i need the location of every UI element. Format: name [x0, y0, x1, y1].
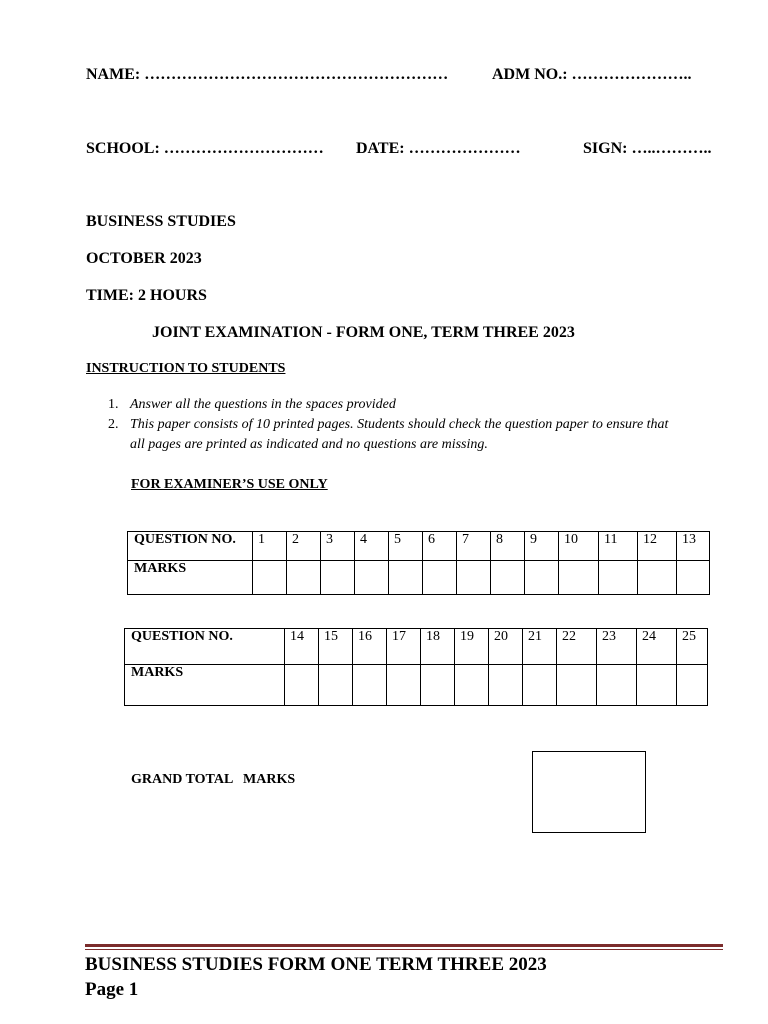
marks-row	[128, 561, 710, 595]
mark-cell[interactable]	[253, 561, 287, 595]
question-number-cell: 25	[677, 629, 708, 665]
mark-cell[interactable]	[597, 665, 637, 706]
question-number-cell: 7	[457, 532, 491, 561]
question-number-cell: 24	[637, 629, 677, 665]
question-number-cell: 9	[525, 532, 559, 561]
mark-cell[interactable]	[355, 561, 389, 595]
instructions-heading: INSTRUCTION TO STUDENTS	[86, 361, 286, 376]
exam-month: OCTOBER 2023	[86, 250, 202, 267]
question-number-cell: 1	[253, 532, 287, 561]
question-number-row	[128, 532, 710, 561]
mark-cell[interactable]	[677, 665, 708, 706]
question-number-cell: 16	[353, 629, 387, 665]
question-number-cell: 5	[389, 532, 423, 561]
question-number-cell: 23	[597, 629, 637, 665]
examiner-use-heading: FOR EXAMINER’S USE ONLY	[131, 477, 328, 492]
marks-table-2	[124, 628, 708, 706]
mark-cell[interactable]	[557, 665, 597, 706]
question-number-cell: 8	[491, 532, 525, 561]
mark-cell[interactable]	[677, 561, 710, 595]
date-field-label: DATE: …………………	[356, 140, 521, 157]
question-number-cell: 10	[559, 532, 599, 561]
question-number-cell: 20	[489, 629, 523, 665]
marks-label: MARKS	[125, 665, 285, 706]
subject-title: BUSINESS STUDIES	[86, 213, 236, 230]
question-number-cell: 18	[421, 629, 455, 665]
mark-cell[interactable]	[599, 561, 638, 595]
mark-cell[interactable]	[421, 665, 455, 706]
question-number-cell: 6	[423, 532, 457, 561]
question-number-cell: 17	[387, 629, 421, 665]
adm-no-field-label: ADM NO.: …………………..	[492, 66, 692, 83]
grand-total-box[interactable]	[532, 751, 646, 833]
footer-divider	[85, 944, 723, 947]
question-number-cell: 3	[321, 532, 355, 561]
mark-cell[interactable]	[389, 561, 423, 595]
footer-divider-thin	[85, 949, 723, 950]
instructions-list	[108, 395, 728, 455]
mark-cell[interactable]	[387, 665, 421, 706]
mark-cell[interactable]	[525, 561, 559, 595]
marks-row	[125, 665, 708, 706]
mark-cell[interactable]	[457, 561, 491, 595]
question-number-cell: 15	[319, 629, 353, 665]
mark-cell[interactable]	[285, 665, 319, 706]
mark-cell[interactable]	[638, 561, 677, 595]
question-no-label: QUESTION NO.	[128, 532, 253, 561]
question-number-cell: 2	[287, 532, 321, 561]
mark-cell[interactable]	[491, 561, 525, 595]
question-number-cell: 14	[285, 629, 319, 665]
instruction-number: 1.	[108, 397, 119, 412]
exam-title: JOINT EXAMINATION - FORM ONE, TERM THREE 2023	[152, 324, 575, 341]
instruction-text-line: all pages are printed as indicated and no questions are missing.	[130, 437, 488, 452]
mark-cell[interactable]	[559, 561, 599, 595]
question-no-label: QUESTION NO.	[125, 629, 285, 665]
mark-cell[interactable]	[353, 665, 387, 706]
question-number-cell: 4	[355, 532, 389, 561]
mark-cell[interactable]	[423, 561, 457, 595]
sign-field-label: SIGN: …..………..	[583, 140, 712, 157]
question-number-cell: 11	[599, 532, 638, 561]
mark-cell[interactable]	[287, 561, 321, 595]
instruction-item	[108, 415, 728, 455]
mark-cell[interactable]	[523, 665, 557, 706]
question-number-cell: 21	[523, 629, 557, 665]
question-number-cell: 12	[638, 532, 677, 561]
mark-cell[interactable]	[489, 665, 523, 706]
question-number-row	[125, 629, 708, 665]
instruction-item	[108, 395, 728, 415]
grand-total-label: GRAND TOTAL MARKS	[131, 772, 296, 787]
school-field-label: SCHOOL: …………………………	[86, 140, 324, 157]
mark-cell[interactable]	[637, 665, 677, 706]
mark-cell[interactable]	[321, 561, 355, 595]
instruction-number: 2.	[108, 417, 119, 432]
question-number-cell: 22	[557, 629, 597, 665]
marks-label: MARKS	[128, 561, 253, 595]
page-number: Page 1	[85, 979, 139, 1000]
instruction-text-line: This paper consists of 10 printed pages. Students should check the question paper to ensure that	[130, 417, 669, 432]
mark-cell[interactable]	[455, 665, 489, 706]
footer-title: BUSINESS STUDIES FORM ONE TERM THREE 2023	[85, 954, 547, 975]
name-field-label: NAME: …………………………………………………	[86, 66, 449, 83]
question-number-cell: 13	[677, 532, 710, 561]
exam-duration: TIME: 2 HOURS	[86, 287, 207, 304]
question-number-cell: 19	[455, 629, 489, 665]
mark-cell[interactable]	[319, 665, 353, 706]
marks-table-1	[127, 531, 710, 595]
instruction-text: Answer all the questions in the spaces provided	[130, 397, 396, 412]
